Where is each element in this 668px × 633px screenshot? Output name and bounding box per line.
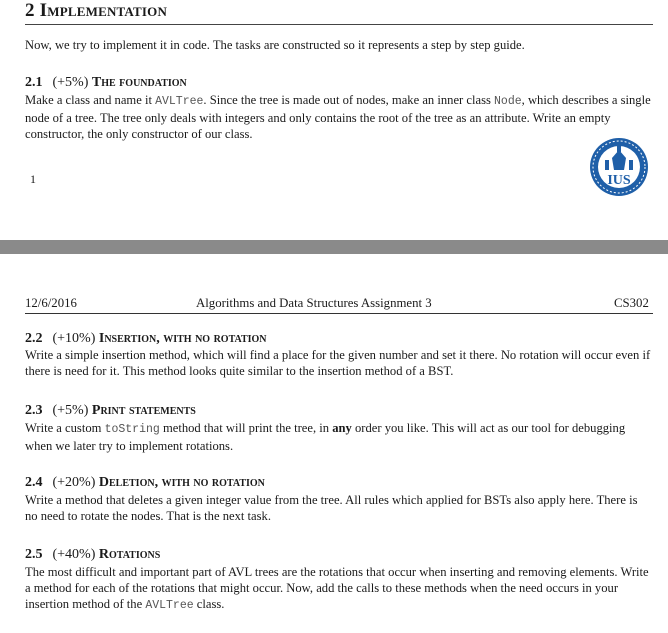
section-heading: 2 Implementation [25, 0, 168, 21]
subsection-number: 2.4 [25, 475, 43, 490]
subsection-2-2-heading [25, 330, 267, 347]
subsection-title: The foundation [91, 75, 187, 90]
code-node: Node [494, 95, 522, 108]
subsection-2-1-body: Make a class and name it AVLTree. Since the tree is made out of nodes, make an inner class Node, which describes a single node of a tree. The tree only deals with integers and only contains the root of the tree as an attribute. Write an empty constructor, the only constructor of our class. [25, 93, 651, 142]
intro-paragraph: Now, we try to implement it in code. The tasks are constructed so it represents a step by step guide. [25, 38, 525, 52]
subsection-2-1-heading [25, 74, 187, 91]
subsection-number: 2.2 [25, 331, 43, 346]
logo-text: IUS [607, 173, 631, 188]
subsection-2-3-heading [25, 402, 196, 419]
subsection-title: Rotations [98, 547, 161, 562]
subsection-title: Print statements [91, 403, 196, 418]
page-number: 1 [30, 172, 36, 186]
code-avltree: AVLTree [155, 95, 204, 108]
header-rule [25, 313, 653, 314]
subsection-title: Deletion, with no rotation [98, 475, 265, 490]
header-title: Algorithms and Data Structures Assignment 3 [196, 296, 432, 310]
subsection-percent: (+40%) [52, 547, 96, 562]
heading-rule [25, 24, 653, 25]
ius-logo [588, 136, 650, 198]
subsection-2-3-body: Write a custom toString method that will print the tree, in any order you like. This will act as our tool for debugging when we later try to implement rotations. [25, 421, 626, 454]
subsection-number: 2.3 [25, 403, 43, 418]
code-tostring: toString [104, 423, 160, 436]
emphasis-any: any [332, 421, 352, 435]
subsection-2-2-body: Write a simple insertion method, which will find a place for the given number and set it there. No rotation will occur even if there is need for it. This method looks quite similar to the insertion method of a BST. [25, 348, 651, 379]
subsection-2-4-body: Write a method that deletes a given integer value from the tree. All rules which applied for BSTs also apply here. There is no need to rotate the nodes. That is the next task. [25, 493, 638, 524]
subsection-percent: (+5%) [52, 75, 89, 90]
subsection-percent: (+5%) [52, 403, 89, 418]
subsection-title: Insertion, with no rotation [98, 331, 267, 346]
header-date: 12/6/2016 [25, 296, 77, 310]
subsection-number: 2.5 [25, 547, 43, 562]
code-avltree: AVLTree [145, 599, 194, 613]
subsection-2-5-body: The most difficult and important part of AVL trees are the rotations that occur when inserting and removing elements. Write a method for each of the rotations that might occur. Now, add the calls to these methods when the need occurs in your insertion method of the AVLTree class. [25, 565, 649, 613]
subsection-2-5-heading [25, 546, 160, 563]
subsection-percent: (+20%) [52, 475, 96, 490]
page-separator-band [0, 240, 668, 254]
header-course: CS302 [614, 296, 649, 310]
subsection-number: 2.1 [25, 75, 43, 90]
subsection-percent: (+10%) [52, 331, 96, 346]
subsection-2-4-heading [25, 474, 265, 491]
